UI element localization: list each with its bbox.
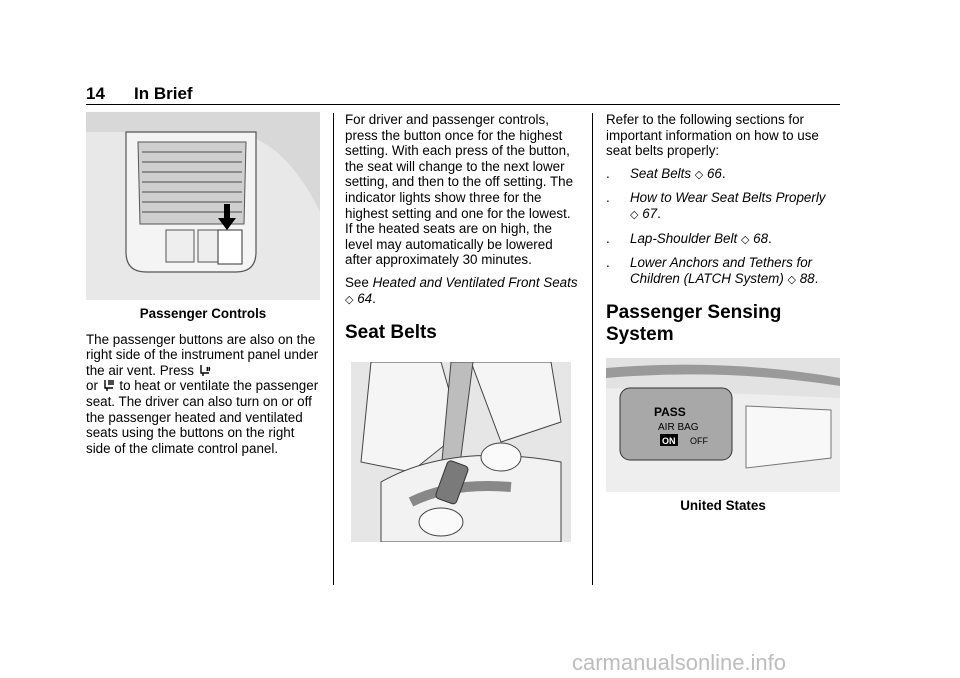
list-item: . Lower Anchors and Tethers for Children (LATCH System) ◇ 88.: [606, 255, 819, 286]
airbag-indicator-illustration: [606, 358, 840, 492]
figure-caption-passenger-controls: Passenger Controls: [139, 306, 267, 321]
ref-arrow-icon: ◇: [787, 273, 796, 286]
xref-how-to-wear[interactable]: How to Wear Seat Belts Properly: [630, 190, 826, 206]
xref-heated-ventilated-seats[interactable]: Heated and Ventilated Front Seats: [372, 274, 578, 290]
list-item: . Lap-Shoulder Belt ◇ 68.: [606, 230, 772, 246]
indicator-on-text: ON: [662, 436, 676, 447]
column-divider-1: [333, 113, 334, 585]
indicator-pass-text: PASS: [654, 405, 686, 420]
ref-arrow-icon: ◇: [345, 293, 354, 306]
watermark: carmanualsonline.info: [572, 650, 787, 675]
ref-arrow-icon: ◇: [694, 168, 704, 181]
figure-caption-united-states: United States: [680, 498, 766, 514]
indicator-airbag-text: AIR BAG: [658, 422, 699, 434]
column-divider-2: [592, 113, 593, 585]
seat-belt-intro: Refer to the following sections for important information on how to use seat belts properly:: [606, 112, 819, 159]
ref-arrow-icon: ◇: [630, 208, 639, 221]
heated-seat-icon: [198, 363, 212, 377]
page-number: 14: [86, 84, 105, 103]
passenger-controls-illustration: [86, 112, 320, 300]
xref-latch-system[interactable]: Lower Anchors and Tethers for Children (LATCH System): [630, 255, 813, 286]
seat-belt-illustration: [351, 362, 571, 542]
section-heading-passenger-sensing: Passenger Sensing System: [606, 302, 782, 346]
column-2: [345, 112, 579, 542]
xref-lap-shoulder-belt[interactable]: Lap-Shoulder Belt: [630, 230, 738, 246]
list-item: . How to Wear Seat Belts Properly ◇ 67.: [606, 190, 826, 221]
xref-seat-belts[interactable]: Seat Belts: [630, 165, 692, 181]
section-heading-seat-belts: Seat Belts: [345, 322, 437, 344]
controls-paragraph: For driver and passenger controls, press the button once for the highest setting. With each press of the button, the seat will change to the next lower setting, and then to the off setting. The indicator lights show three for the highest setting and one for the lowest. If the heated seats are on high, the level may automatically be lowered after approximately 30 minutes.: [345, 112, 574, 268]
page-title: In Brief: [134, 84, 193, 103]
page-header: [86, 84, 840, 106]
see-reference: See Heated and Ventilated Front Seats ◇ 64.: [345, 274, 578, 306]
column-1: [86, 112, 320, 463]
ventilated-seat-icon: [102, 378, 116, 392]
indicator-off-text: OFF: [690, 436, 708, 447]
header-rule: [86, 104, 840, 105]
ref-arrow-icon: ◇: [740, 233, 750, 246]
column-3: [606, 112, 840, 514]
list-item: . Seat Belts ◇ 66.: [606, 165, 726, 181]
passenger-buttons-paragraph: The passenger buttons are also on the right side of the instrument panel under the air vent. Press or to heat or ventilate the passenger seat. The driver can also turn on or off the passenger heated and ventilated seats using the buttons on the right side of the climate control panel.: [86, 331, 319, 456]
